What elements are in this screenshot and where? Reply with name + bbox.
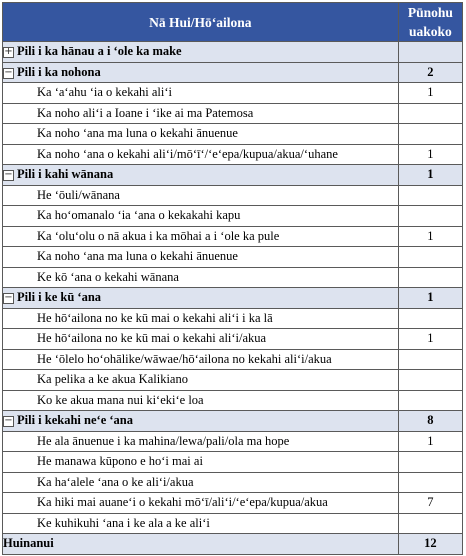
item-count <box>398 390 462 411</box>
table-row <box>3 431 463 452</box>
item-label: He hōʻailona no ke kū mai o kekahi aliʻi i ka lā <box>3 308 399 329</box>
table-row <box>3 267 463 288</box>
table-row <box>3 226 463 247</box>
item-count <box>398 513 462 534</box>
item-label: Ka noho ʻana o kekahi aliʻi/mōʻīʻ/ʻeʻepa/kupua/akua/ʻuhane <box>3 144 399 165</box>
item-label: Ka noho ʻana ma luna o kekahi ānuenue <box>3 124 399 145</box>
table-row <box>3 144 463 165</box>
item-count <box>398 370 462 391</box>
minus-box-icon[interactable]: − <box>4 292 13 304</box>
header-row <box>3 3 463 42</box>
item-label: Ka ʻaʻahu ʻia o kekahi aliʻi <box>3 83 399 104</box>
column-header-count-line1: Pūnohu <box>407 5 453 20</box>
item-count <box>398 103 462 124</box>
column-header-name: Nā Hui/Hōʻailona <box>3 3 399 42</box>
section-row[interactable] <box>3 62 463 83</box>
item-count <box>398 308 462 329</box>
item-label: Ka hiki mai auaneʻi o kekahi mōʻī/aliʻi/ʻeʻepa/kupua/akua <box>3 493 399 514</box>
data-table <box>2 2 463 555</box>
table-row <box>3 513 463 534</box>
table-row <box>3 83 463 104</box>
plus-box-icon[interactable]: + <box>4 46 13 58</box>
section-count: 1 <box>398 288 462 309</box>
table-row <box>3 390 463 411</box>
minus-box-icon[interactable]: − <box>4 415 13 427</box>
item-count <box>398 267 462 288</box>
table-row <box>3 329 463 350</box>
item-label: Ke kō ʻana o kekahi wānana <box>3 267 399 288</box>
item-count: 1 <box>398 144 462 165</box>
item-count: 7 <box>398 493 462 514</box>
table-row <box>3 472 463 493</box>
item-label: Ka haʻalele ʻana o ke aliʻi/akua <box>3 472 399 493</box>
table-row <box>3 493 463 514</box>
total-label: Huinanui <box>3 534 399 555</box>
item-label: Ka ʻoluʻolu o nā akua i ka mōhai a i ʻole ka pule <box>3 226 399 247</box>
section-count: 8 <box>398 411 462 432</box>
section-label-cell <box>3 165 399 186</box>
item-count: 1 <box>398 226 462 247</box>
section-row[interactable] <box>3 411 463 432</box>
item-label: He ʻōlelo hoʻohālike/wāwae/hōʻailona no kekahi aliʻi/akua <box>3 349 399 370</box>
column-header-count <box>398 3 462 42</box>
item-label: Ko ke akua mana nui kiʻekiʻe loa <box>3 390 399 411</box>
item-count: 1 <box>398 329 462 350</box>
table-row <box>3 247 463 268</box>
section-count: 2 <box>398 62 462 83</box>
table-row <box>3 349 463 370</box>
table-row <box>3 103 463 124</box>
section-row[interactable] <box>3 42 463 63</box>
table-row <box>3 185 463 206</box>
item-label: He hōʻailona no ke kū mai o kekahi aliʻi/akua <box>3 329 399 350</box>
item-count <box>398 185 462 206</box>
section-label: Pili i ka hānau a i ʻole ka make <box>17 44 182 59</box>
section-label-cell <box>3 42 399 63</box>
item-count <box>398 349 462 370</box>
section-label-cell <box>3 62 399 83</box>
item-label: He ʻōuli/wānana <box>3 185 399 206</box>
item-count: 1 <box>398 431 462 452</box>
item-label: Ka noho aliʻi a Ioane i ʻike ai ma Patemosa <box>3 103 399 124</box>
section-row[interactable] <box>3 288 463 309</box>
total-count: 12 <box>398 534 462 555</box>
section-count <box>398 42 462 63</box>
table-row <box>3 452 463 473</box>
item-count <box>398 247 462 268</box>
section-label-cell <box>3 411 399 432</box>
item-count <box>398 206 462 227</box>
section-label: Pili i kahi wānana <box>17 167 114 182</box>
section-label: Pili i ke kū ʻana <box>17 290 102 305</box>
table-row <box>3 308 463 329</box>
column-header-count-line2: uakoko <box>408 24 452 39</box>
item-count <box>398 472 462 493</box>
section-label: Pili i kekahi neʻe ʻana <box>17 413 133 428</box>
item-label: Ka pelika a ke akua Kalikiano <box>3 370 399 391</box>
item-label: He ala ānuenue i ka mahina/lewa/pali/ola ma hope <box>3 431 399 452</box>
item-label: Ka hoʻomanalo ʻia ʻana o kekakahi kapu <box>3 206 399 227</box>
item-label: Ka noho ʻana ma luna o kekahi ānuenue <box>3 247 399 268</box>
section-label: Pili i ka nohona <box>17 64 101 79</box>
table-row <box>3 370 463 391</box>
item-label: Ke kuhikuhi ʻana i ke ala a ke aliʻi <box>3 513 399 534</box>
table-body <box>3 42 463 534</box>
section-label-cell <box>3 288 399 309</box>
table-row <box>3 124 463 145</box>
item-count <box>398 452 462 473</box>
minus-box-icon[interactable]: − <box>4 169 13 181</box>
total-row <box>3 534 463 555</box>
item-label: He manawa kūpono e hoʻi mai ai <box>3 452 399 473</box>
item-count: 1 <box>398 83 462 104</box>
item-count <box>398 124 462 145</box>
section-row[interactable] <box>3 165 463 186</box>
table-row <box>3 206 463 227</box>
section-count: 1 <box>398 165 462 186</box>
minus-box-icon[interactable]: − <box>4 66 13 78</box>
